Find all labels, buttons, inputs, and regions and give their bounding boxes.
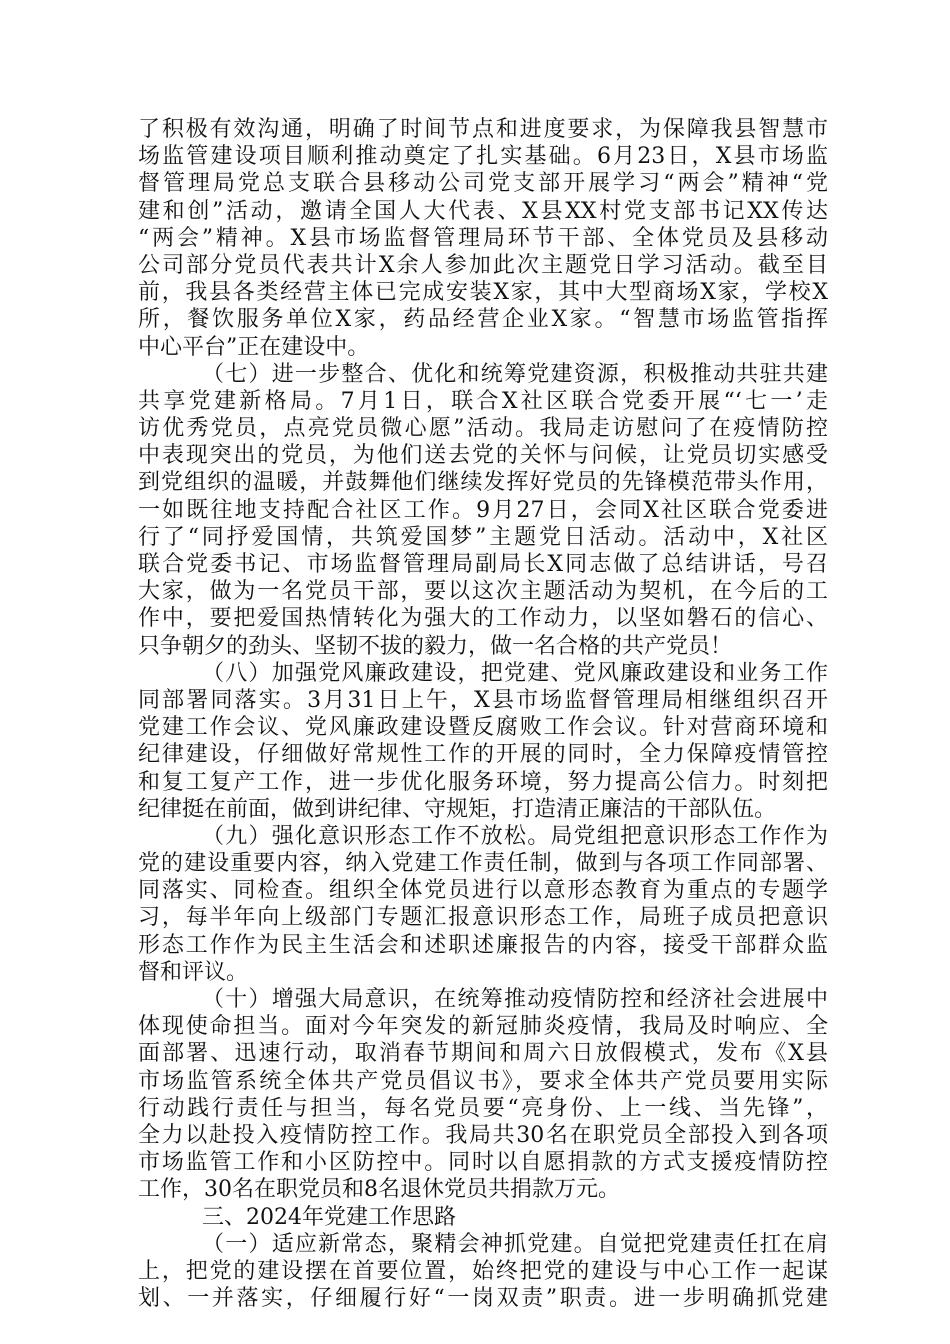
text-line: 场监管建设项目顺利推动奠定了扎实基础。6月23日，X县市场监 — [138, 144, 828, 170]
text-line: 了积极有效沟通，明确了时间节点和进度要求，为保障我县智慧市 — [138, 117, 828, 142]
text-line: 纪律挺在前面，做到讲纪律、守规矩，打造清正廉洁的干部队伍。 — [138, 796, 777, 822]
text-line: 同部署同落实。3月31日上午，X县市场监督管理局相继组织召开 — [138, 687, 828, 713]
text-line: 体现使命担当。面对今年突发的新冠肺炎疫情，我局及时响应、全 — [138, 1014, 828, 1040]
text-line: 行动践行责任与担当，每名党员要“亮身份、上一线、当先锋”， — [138, 1095, 828, 1121]
text-line: （一）适应新常态，聚精会神抓党建。自觉把党建责任扛在肩 — [202, 1231, 828, 1257]
text-line: 同落实、同检查。组织全体党员进行以意形态教育为重点的专题学 — [138, 878, 828, 904]
text-line: 形态工作作为民主生活会和述职述廉报告的内容，接受干部群众监 — [138, 932, 828, 958]
text-line: 纪律建设，仔细做好常规性工作的开展的同时，全力保障疫情管控 — [138, 742, 828, 768]
text-line: 工作，30名在职党员和8名退休党员共捐款万元。 — [138, 1177, 620, 1203]
text-line: （八）加强党风廉政建设，把党建、党风廉政建设和业务工作 — [202, 660, 828, 686]
text-line: 共享党建新格局。7月1日，联合X社区联合党委开展“‘七一’走 — [138, 388, 828, 414]
text-line: （十）增强大局意识，在统筹推动疫情防控和经济社会进展中 — [202, 987, 828, 1012]
text-line: “两会”精神。X县市场监督管理局环节干部、全体党员及县移动 — [138, 225, 828, 251]
text-line: 党的建设重要内容，纳入党建工作责任制，做到与各项工作同部署、 — [138, 851, 828, 877]
text-line: 所，餐饮服务单位X家，药品经营企业X家。“智慧市场监管指挥 — [138, 307, 828, 333]
text-line: 联合党委书记、市场监督管理局副局长X同志做了总结讲话，号召 — [138, 552, 828, 577]
text-line: 作中，要把爱国热情转化为强大的工作动力，以坚如磐石的信心、 — [138, 606, 828, 632]
text-line: 中表现突出的党员，为他们送去党的关怀与问候，让党员切实感受 — [138, 443, 828, 469]
text-line: 全力以赴投入疫情防控工作。我局共30名在职党员全部投入到各项 — [138, 1122, 828, 1148]
text-line: 划、一并落实，仔细履行好“一岗双责”职责。进一步明确抓党建 — [138, 1286, 828, 1312]
text-line: 到党组织的温暖，并鼓舞他们继续发挥好党员的先锋模范带头作用， — [138, 470, 828, 496]
text-line: 访优秀党员，点亮党员微心愿”活动。我局走访慰问了在疫情防控 — [138, 416, 828, 442]
text-line: （七）进一步整合、优化和统筹党建资源，积极推动共驻共建 — [202, 361, 828, 387]
text-line: 大家，做为一名党员干部，要以这次主题活动为契机，在今后的工 — [138, 579, 828, 605]
text-line: 一如既往地支持配合社区工作。9月27日，会同X社区联合党委进 — [138, 497, 828, 523]
text-line: 督和评议。 — [138, 959, 249, 985]
text-line: 党建工作会议、党风廉政建设暨反腐败工作会议。针对营商环境和 — [138, 715, 828, 741]
text-line: 建和创”活动，邀请全国人大代表、X县XX村党支部书记XX传达 — [138, 198, 828, 224]
text-line: 和复工复产工作，进一步优化服务环境，努力提高公信力。时刻把 — [138, 769, 828, 795]
text-line: 三、2024年党建工作思路 — [202, 1204, 456, 1230]
text-line: 只争朝夕的劲头、坚韧不拔的毅力，做一名合格的共产党员！ — [138, 633, 733, 659]
text-line: 上，把党的建设摆在首要位置，始终把党的建设与中心工作一起谋 — [138, 1258, 828, 1284]
text-line: 公司部分党员代表共计X余人参加此次主题党日学习活动。截至目 — [138, 252, 828, 278]
text-line: 习，每半年向上级部门专题汇报意识形态工作，局班子成员把意识 — [138, 905, 828, 931]
text-line: 市场监管工作和小区防控中。同时以自愿捐款的方式支援疫情防控 — [138, 1150, 828, 1176]
text-line: 行了“同抒爱国情，共筑爱国梦”主题党日活动。活动中，X社区 — [138, 524, 828, 550]
text-line: 市场监管系统全体共产党员倡议书》，要求全体共产党员要用实际 — [138, 1068, 828, 1094]
text-line: 面部署、迅速行动，取消春节期间和周六日放假模式，发布《X县 — [138, 1041, 828, 1067]
text-line: （九）强化意识形态工作不放松。局党组把意识形态工作作为 — [202, 823, 828, 849]
text-line: 前，我县各类经营主体已完成安装X家，其中大型商场X家，学校X — [138, 280, 828, 306]
text-line: 中心平台”正在建设中。 — [138, 334, 370, 360]
text-line: 督管理局党总支联合县移动公司党支部开展学习“两会”精神“党 — [138, 171, 828, 197]
body-text — [138, 116, 828, 1312]
